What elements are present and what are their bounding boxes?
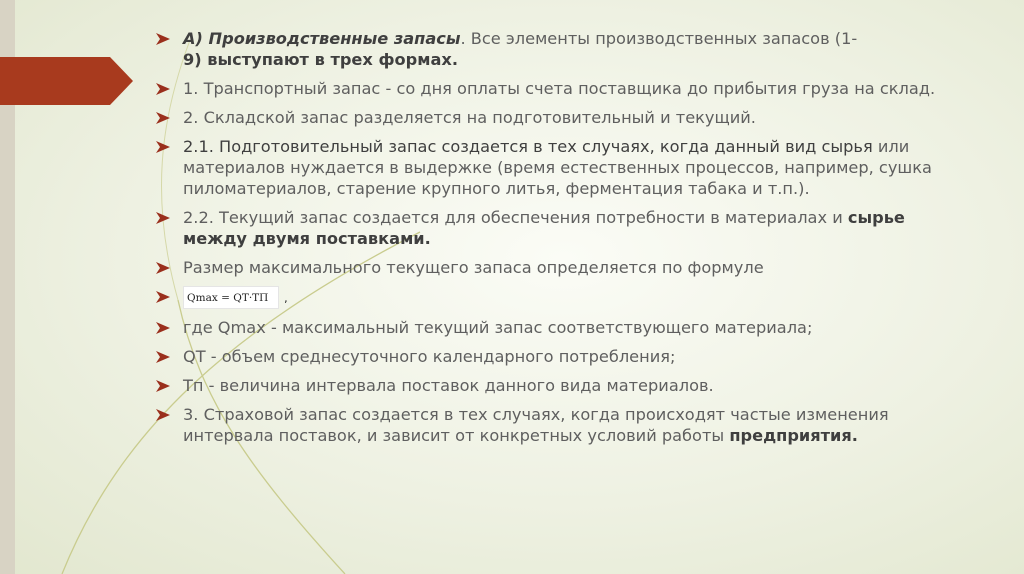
list-item-text: 1. Транспортный запас - со дня оплаты счета поставщика до прибытия груза на склад. bbox=[183, 79, 936, 98]
arrowhead-bullet-icon bbox=[156, 83, 170, 95]
arrowhead-bullet-icon bbox=[156, 409, 170, 421]
list-item bbox=[156, 107, 946, 128]
list-item-bold-tail: 9) выступают в трех формах. bbox=[183, 50, 458, 69]
arrowhead-bullet-icon bbox=[156, 141, 170, 153]
list-item bbox=[156, 207, 946, 249]
list-item-text: 3. Страховой запас создается в тех случаях, когда происходят частые изменения интервала поставок, и зависит от конкретных условий работы bbox=[183, 405, 889, 445]
list-item bbox=[156, 136, 946, 199]
list-item-text: или материалов нуждается в выдержке (время естественных процессов, например, сушка пиломатериалов, старение крупного литья, ферментация табака и т.п.). bbox=[183, 137, 932, 198]
arrowhead-bullet-icon bbox=[156, 351, 170, 363]
list-item-text: Тп - величина интервала поставок данного вида материалов. bbox=[183, 376, 714, 395]
arrowhead-bullet-icon bbox=[156, 380, 170, 392]
red-arrow-icon bbox=[0, 57, 135, 105]
list-item bbox=[156, 257, 946, 278]
list-item bbox=[156, 28, 946, 70]
list-item-bold: 2.1. Подготовительный запас создается в тех случаях, когда данный вид сырья bbox=[183, 137, 873, 156]
arrowhead-bullet-icon bbox=[156, 322, 170, 334]
list-item bbox=[156, 375, 946, 396]
heading-production-stocks: А) Производственные запасы bbox=[183, 29, 461, 48]
list-item-text: 2. Складской запас разделяется на подготовительный и текущий. bbox=[183, 108, 756, 127]
list-item bbox=[156, 78, 946, 99]
formula-text: Qmax = QT·TП bbox=[187, 292, 269, 304]
formula-image bbox=[183, 286, 279, 309]
list-item bbox=[156, 404, 946, 446]
list-item-bold-tail: предприятия. bbox=[729, 426, 858, 445]
list-item-bold-tail: сырье между двумя поставками. bbox=[183, 208, 905, 248]
list-item-text: . Все элементы производственных запасов (1- bbox=[460, 29, 858, 48]
list-item-text: где Qmax - максимальный текущий запас соответствующего материала; bbox=[183, 318, 813, 337]
formula-suffix: , bbox=[284, 292, 288, 305]
arrowhead-bullet-icon bbox=[156, 112, 170, 124]
list-item-text: 2.2. Текущий запас создается для обеспечения потребности в материалах и bbox=[183, 208, 843, 227]
arrowhead-bullet-icon bbox=[156, 262, 170, 274]
list-item bbox=[156, 317, 946, 338]
arrowhead-bullet-icon bbox=[156, 291, 170, 303]
list-item bbox=[156, 346, 946, 367]
list-item-text: QT - объем среднесуточного календарного потребления; bbox=[183, 347, 676, 366]
arrowhead-bullet-icon bbox=[156, 212, 170, 224]
list-item-formula bbox=[156, 286, 946, 309]
arrowhead-bullet-icon bbox=[156, 33, 170, 45]
list-item-text: Размер максимального текущего запаса определяется по формуле bbox=[183, 258, 764, 277]
slide-content bbox=[156, 28, 946, 454]
